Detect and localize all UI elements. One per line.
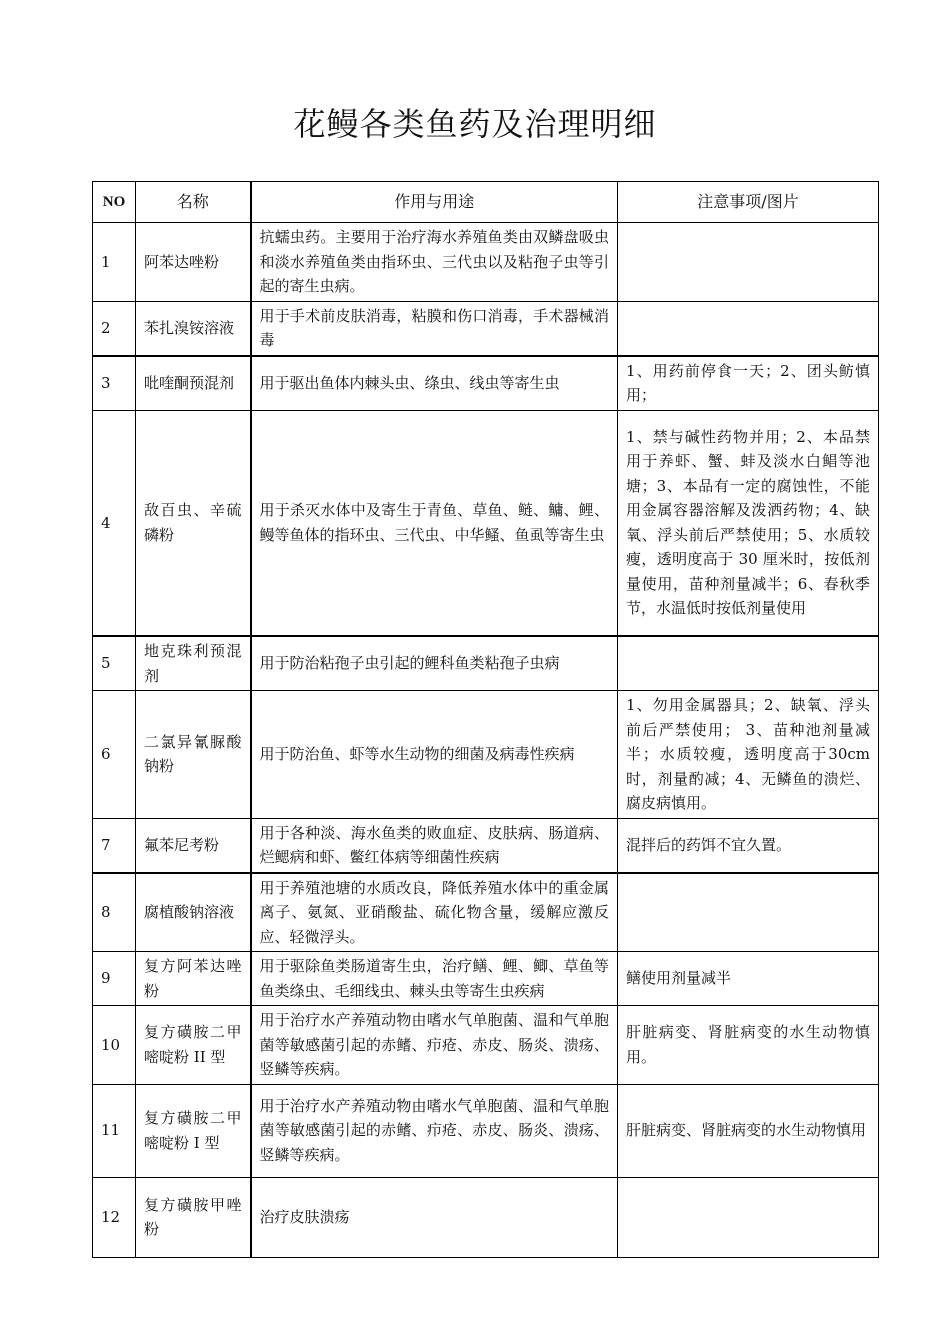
- table-row: [93, 223, 879, 302]
- row-note: 肝脏病变、肾脏病变的水生动物慎用。: [618, 1006, 879, 1085]
- row-no: 8: [93, 873, 136, 952]
- row-no: 10: [93, 1006, 136, 1085]
- header-no: NO: [93, 182, 136, 223]
- table-row: [93, 356, 879, 411]
- row-no: 11: [93, 1084, 136, 1177]
- row-name: 阿苯达唑粉: [136, 223, 251, 302]
- row-use: 用于治疗水产养殖动物由嗜水气单胞菌、温和气单胞菌等敏感菌引起的赤鳍、疖疮、赤皮、肠炎、溃疡、竖鳞等疾病。: [251, 1006, 618, 1085]
- row-name: 复方阿苯达唑粉: [136, 952, 251, 1006]
- table-row: [93, 873, 879, 952]
- table-row: [93, 952, 879, 1006]
- header-note: 注意事项/图片: [618, 182, 879, 223]
- row-no: 3: [93, 356, 136, 411]
- row-use: 治疗皮肤溃疡: [251, 1177, 618, 1257]
- header-name: 名称: [136, 182, 251, 223]
- row-use: 用于杀灭水体中及寄生于青鱼、草鱼、鲢、鳙、鲤、鳗等鱼体的指环虫、三代虫、中华鳋、鱼虱等寄生虫: [251, 410, 618, 636]
- row-use: 用于养殖池塘的水质改良，降低养殖水体中的重金属离子、氨氮、亚硝酸盐、硫化物含量，缓解应激反应、轻微浮头。: [251, 873, 618, 952]
- table-row: [93, 691, 879, 819]
- row-no: 6: [93, 691, 136, 819]
- row-name: 复方磺胺甲唑粉: [136, 1177, 251, 1257]
- row-name: 吡喹酮预混剂: [136, 356, 251, 411]
- row-note: [618, 223, 879, 302]
- row-note: 鳝使用剂量减半: [618, 952, 879, 1006]
- row-note: 混拌后的药饵不宜久置。: [618, 818, 879, 873]
- row-note: 肝脏病变、肾脏病变的水生动物慎用: [618, 1084, 879, 1177]
- row-use: 用于治疗水产养殖动物由嗜水气单胞菌、温和气单胞菌等敏感菌引起的赤鳍、疖疮、赤皮、肠炎、溃疡、竖鳞等疾病。: [251, 1084, 618, 1177]
- medicine-table: [92, 181, 879, 1258]
- row-note: 1、勿用金属器具；2、缺氧、浮头前后严禁使用； 3、苗种池剂量减半；水质较瘦，透明度高于30cm 时，剂量酌减；4、无鳞鱼的溃烂、腐皮病慎用。: [618, 691, 879, 819]
- row-note: [618, 636, 879, 691]
- table-row: [93, 1006, 879, 1085]
- row-note: [618, 873, 879, 952]
- row-name: 敌百虫、辛硫磷粉: [136, 410, 251, 636]
- row-no: 1: [93, 223, 136, 302]
- row-use: 用于驱出鱼体内棘头虫、绦虫、线虫等寄生虫: [251, 356, 618, 411]
- table-row: [93, 301, 879, 356]
- row-use: 用于防治粘孢子虫引起的鲤科鱼类粘孢子虫病: [251, 636, 618, 691]
- row-use: 用于防治鱼、虾等水生动物的细菌及病毒性疾病: [251, 691, 618, 819]
- table-row: [93, 410, 879, 636]
- table-header-row: [93, 182, 879, 223]
- row-note: [618, 1177, 879, 1257]
- row-use: 用于手术前皮肤消毒，粘膜和伤口消毒，手术器械消毒: [251, 301, 618, 356]
- row-no: 12: [93, 1177, 136, 1257]
- row-use: 用于驱除鱼类肠道寄生虫，治疗鳝、鲤、鲫、草鱼等鱼类绦虫、毛细线虫、棘头虫等寄生虫疾病: [251, 952, 618, 1006]
- row-name: 地克珠利预混剂: [136, 636, 251, 691]
- row-use: 用于各种淡、海水鱼类的败血症、皮肤病、肠道病、烂鳃病和虾、鳖红体病等细菌性疾病: [251, 818, 618, 873]
- table-row: [93, 818, 879, 873]
- row-note: 1、用药前停食一天；2、团头鲂慎用；: [618, 356, 879, 411]
- row-note: [618, 301, 879, 356]
- row-no: 5: [93, 636, 136, 691]
- row-name: 复方磺胺二甲嘧啶粉 I 型: [136, 1084, 251, 1177]
- row-name: 复方磺胺二甲嘧啶粉 II 型: [136, 1006, 251, 1085]
- row-name: 腐植酸钠溶液: [136, 873, 251, 952]
- row-no: 9: [93, 952, 136, 1006]
- table-row: [93, 636, 879, 691]
- row-name: 苯扎溴铵溶液: [136, 301, 251, 356]
- row-no: 2: [93, 301, 136, 356]
- page-title: 花鳗各类鱼药及治理明细: [293, 105, 657, 143]
- row-note: 1、禁与碱性药物并用；2、本品禁用于养虾、蟹、蚌及淡水白鲳等池塘；3、本品有一定的腐蚀性，不能用金属容器溶解及泼洒药物；4、缺氧、浮头前后严禁使用；5、水质较瘦，透明度高于 30 厘米时，按低剂量使用，苗种剂量减半；6、春秋季节，水温低时按低剂量使用: [618, 410, 879, 636]
- row-no: 7: [93, 818, 136, 873]
- row-no: 4: [93, 410, 136, 636]
- row-name: 二氯异氰脲酸钠粉: [136, 691, 251, 819]
- row-use: 抗蠕虫药。主要用于治疗海水养殖鱼类由双鳞盘吸虫和淡水养殖鱼类由指环虫、三代虫以及粘孢子虫等引起的寄生虫病。: [251, 223, 618, 302]
- row-name: 氟苯尼考粉: [136, 818, 251, 873]
- table-row: [93, 1177, 879, 1257]
- header-use: 作用与用途: [251, 182, 618, 223]
- table-row: [93, 1084, 879, 1177]
